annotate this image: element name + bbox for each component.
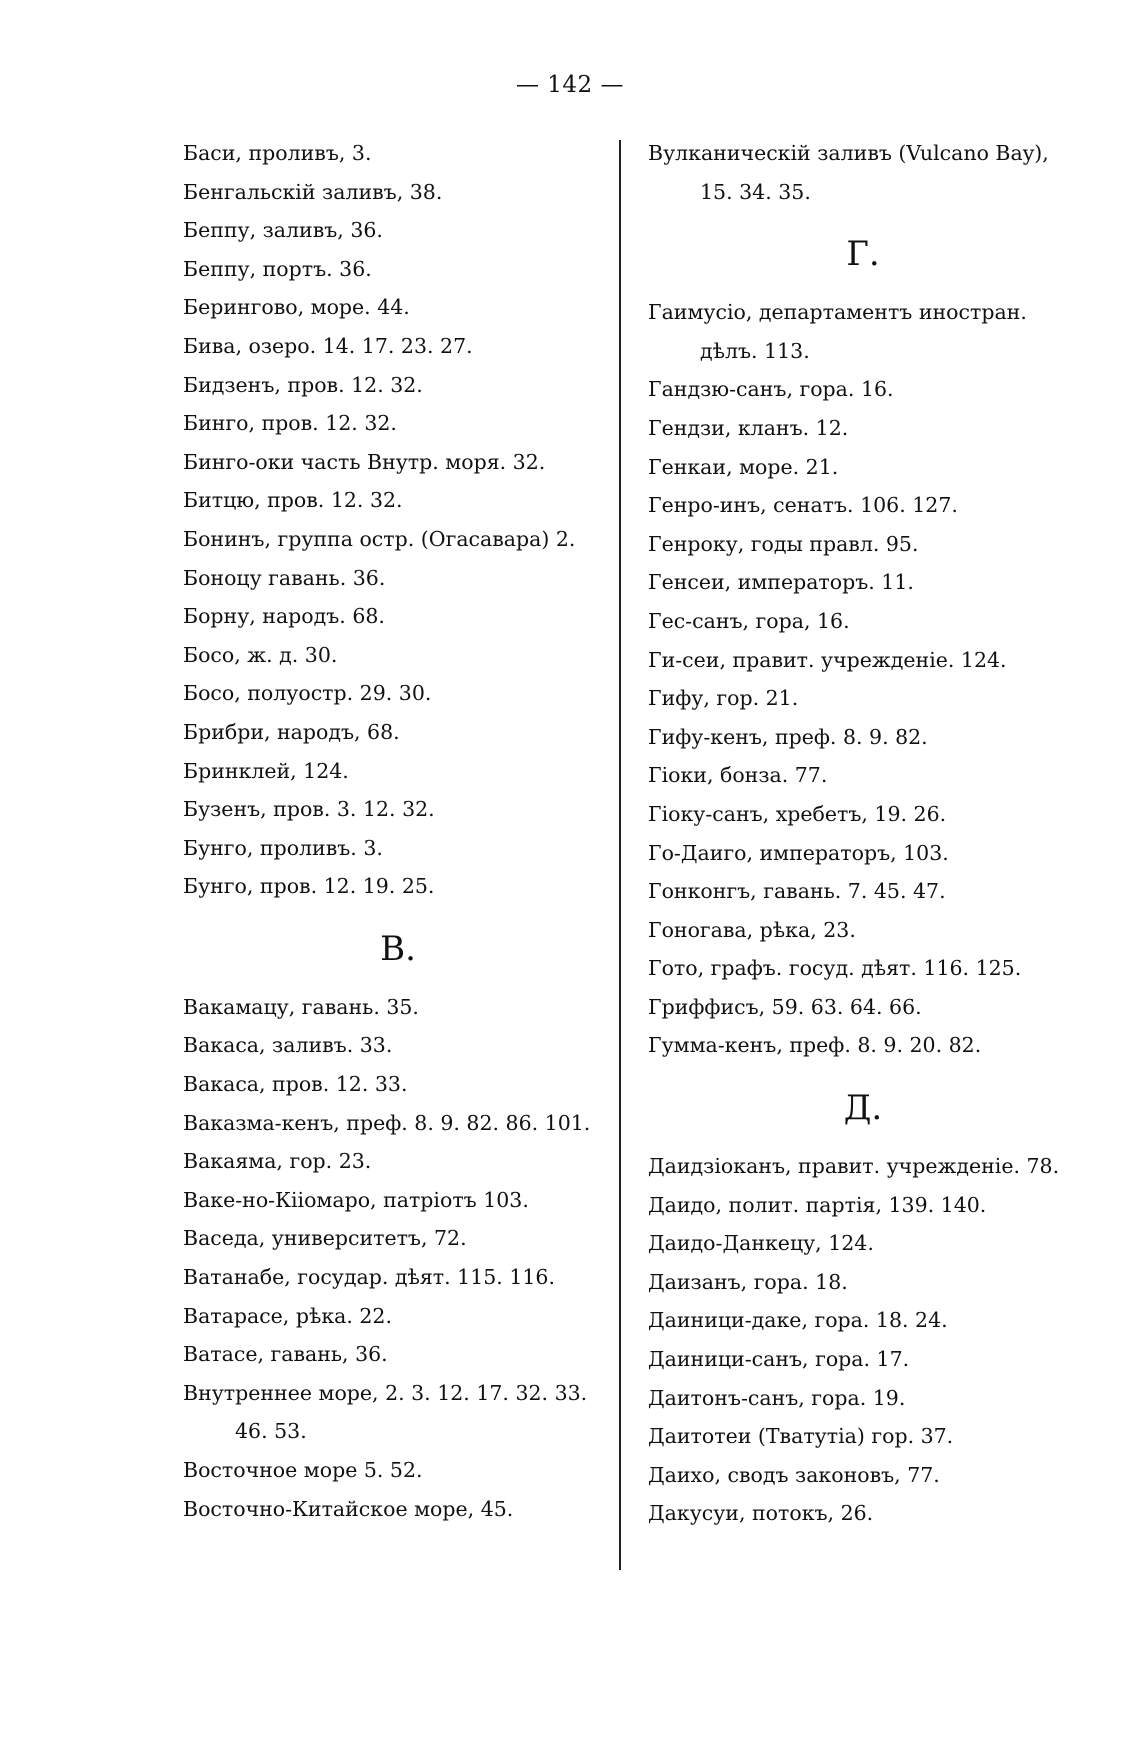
index-entry: Даитотеи (Тватутіа) гор. 37. bbox=[648, 1424, 954, 1449]
index-entry: Даиници-санъ, гора. 17. bbox=[648, 1347, 910, 1372]
index-entry: Брибри, народъ, 68. bbox=[183, 719, 400, 744]
entry-continuation: 15. 34. 35. bbox=[700, 179, 811, 204]
index-entry: Бринклей, 124. bbox=[183, 758, 349, 783]
index-entry: Восточно-Китайское море, 45. bbox=[183, 1496, 514, 1521]
index-entry: Гоногава, рѣка, 23. bbox=[648, 917, 856, 942]
entry-text: Вулканическій заливъ (Vulcano Bay), bbox=[648, 141, 1049, 165]
index-entry: Генроку, годы правл. 95. bbox=[648, 531, 919, 556]
column-divider bbox=[619, 140, 621, 1570]
index-entry: Бива, озеро. 14. 17. 23. 27. bbox=[183, 333, 473, 358]
index-entry: Беппу, заливъ, 36. bbox=[183, 218, 383, 243]
index-entry: Гифу-кенъ, преф. 8. 9. 82. bbox=[648, 724, 928, 749]
index-entry: Генкаи, море. 21. bbox=[648, 454, 839, 479]
index-entry: Вакаяма, гор. 23. bbox=[183, 1149, 372, 1174]
entry-text: Внутреннее море, 2. 3. 12. 17. 32. 33. bbox=[183, 1380, 588, 1405]
index-entry: Гриффисъ, 59. 63. 64. 66. bbox=[648, 994, 922, 1019]
index-entry-multiline bbox=[648, 134, 1078, 211]
index-entry: Гото, графъ. госуд. дѣят. 116. 125. bbox=[648, 956, 1022, 981]
index-entry: Го-Даиго, императоръ, 103. bbox=[648, 840, 949, 865]
index-entry: Ваказма-кенъ, преф. 8. 9. 82. 86. 101. bbox=[183, 1110, 591, 1135]
page-number: — 142 — bbox=[515, 72, 625, 98]
index-entry: Даидзіоканъ, правит. учрежденіе. 78. bbox=[648, 1154, 1060, 1179]
index-entry: Бинго, пров. 12. 32. bbox=[183, 411, 397, 436]
index-entry-multiline bbox=[183, 1374, 613, 1451]
index-entry: Боноцу гавань. 36. bbox=[183, 565, 386, 590]
index-entry: Баси, проливъ, 3. bbox=[183, 141, 372, 165]
index-entry: Даидо-Данкецу, 124. bbox=[648, 1231, 874, 1256]
index-entry: Гумма-кенъ, преф. 8. 9. 20. 82. bbox=[648, 1033, 982, 1058]
index-entry: Босо, полуостр. 29. 30. bbox=[183, 681, 432, 706]
index-entry: Гендзи, кланъ. 12. bbox=[648, 415, 849, 440]
index-entry: Даидо, полит. партія, 139. 140. bbox=[648, 1192, 987, 1217]
index-entry: Генро-инъ, сенатъ. 106. 127. bbox=[648, 493, 958, 518]
index-entry: Бунго, проливъ. 3. bbox=[183, 835, 383, 860]
index-entry: Ватасе, гавань, 36. bbox=[183, 1342, 388, 1367]
index-entry: Даизанъ, гора. 18. bbox=[648, 1269, 848, 1294]
index-entry: Борну, народъ. 68. bbox=[183, 604, 385, 629]
index-entry: Даиници-даке, гора. 18. 24. bbox=[648, 1308, 948, 1333]
index-entry: Ваке-но-Кііомаро, патріотъ 103. bbox=[183, 1187, 529, 1212]
index-entry: Ги-сеи, правит. учрежденіе. 124. bbox=[648, 647, 1007, 672]
index-entry: Бузенъ, пров. 3. 12. 32. bbox=[183, 797, 435, 822]
index-entry: Бинго-оки часть Внутр. моря. 32. bbox=[183, 449, 546, 474]
index-entry: Ватанабе, государ. дѣят. 115. 116. bbox=[183, 1265, 555, 1290]
index-entry: Восточное море 5. 52. bbox=[183, 1458, 423, 1482]
index-entry: Вакаса, пров. 12. 33. bbox=[183, 1072, 408, 1097]
section-v-entries bbox=[183, 988, 613, 1528]
entry-continuation: 46. 53. bbox=[235, 1419, 307, 1444]
entry-text: Гаимусіо, департаментъ иностран. bbox=[648, 300, 1027, 325]
index-entry: Дакусуи, потокъ, 26. bbox=[648, 1501, 874, 1526]
index-entry: Битцю, пров. 12. 32. bbox=[183, 488, 403, 513]
index-entry: Гифу, гор. 21. bbox=[648, 686, 799, 711]
index-entry: Гіоку-санъ, хребетъ, 19. 26. bbox=[648, 801, 947, 826]
index-entry: Берингово, море. 44. bbox=[183, 295, 410, 320]
section-g-entries bbox=[648, 293, 1078, 1065]
index-entry: Гіоки, бонза. 77. bbox=[648, 763, 828, 788]
section-heading-v: В. bbox=[380, 928, 416, 969]
index-column-left bbox=[183, 134, 613, 1528]
index-entry: Гонконгъ, гавань. 7. 45. 47. bbox=[648, 879, 946, 904]
index-entry: Бенгальскій заливъ, 38. bbox=[183, 179, 443, 204]
index-entry: Генсеи, императоръ. 11. bbox=[648, 570, 914, 595]
index-entry: Бонинъ, группа остр. (Огасавара) 2. bbox=[183, 526, 576, 551]
section-b-entries bbox=[183, 134, 613, 906]
index-entry: Бунго, пров. 12. 19. 25. bbox=[183, 874, 435, 899]
index-entry: Гандзю-санъ, гора. 16. bbox=[648, 377, 894, 402]
section-heading-d: Д. bbox=[843, 1088, 883, 1129]
index-entry: Васеда, университетъ, 72. bbox=[183, 1226, 467, 1251]
entry-continuation: дѣлъ. 113. bbox=[700, 338, 810, 363]
index-entry: Даитонъ-санъ, гора. 19. bbox=[648, 1385, 906, 1410]
index-entry: Ватарасе, рѣка. 22. bbox=[183, 1303, 392, 1328]
index-entry: Бидзенъ, пров. 12. 32. bbox=[183, 372, 423, 397]
section-heading-g: Г. bbox=[846, 234, 880, 275]
index-entry: Беппу, портъ. 36. bbox=[183, 256, 372, 281]
index-entry: Вакаса, заливъ. 33. bbox=[183, 1033, 393, 1058]
index-column-right bbox=[648, 134, 1078, 1533]
index-entry: Даихо, сводъ законовъ, 77. bbox=[648, 1462, 940, 1487]
index-entry: Босо, ж. д. 30. bbox=[183, 642, 338, 667]
section-d-entries bbox=[648, 1147, 1078, 1533]
index-entry: Гес-санъ, гора, 16. bbox=[648, 608, 850, 633]
index-entry: Вакамацу, гавань. 35. bbox=[183, 994, 419, 1019]
index-entry-multiline bbox=[648, 293, 1078, 370]
